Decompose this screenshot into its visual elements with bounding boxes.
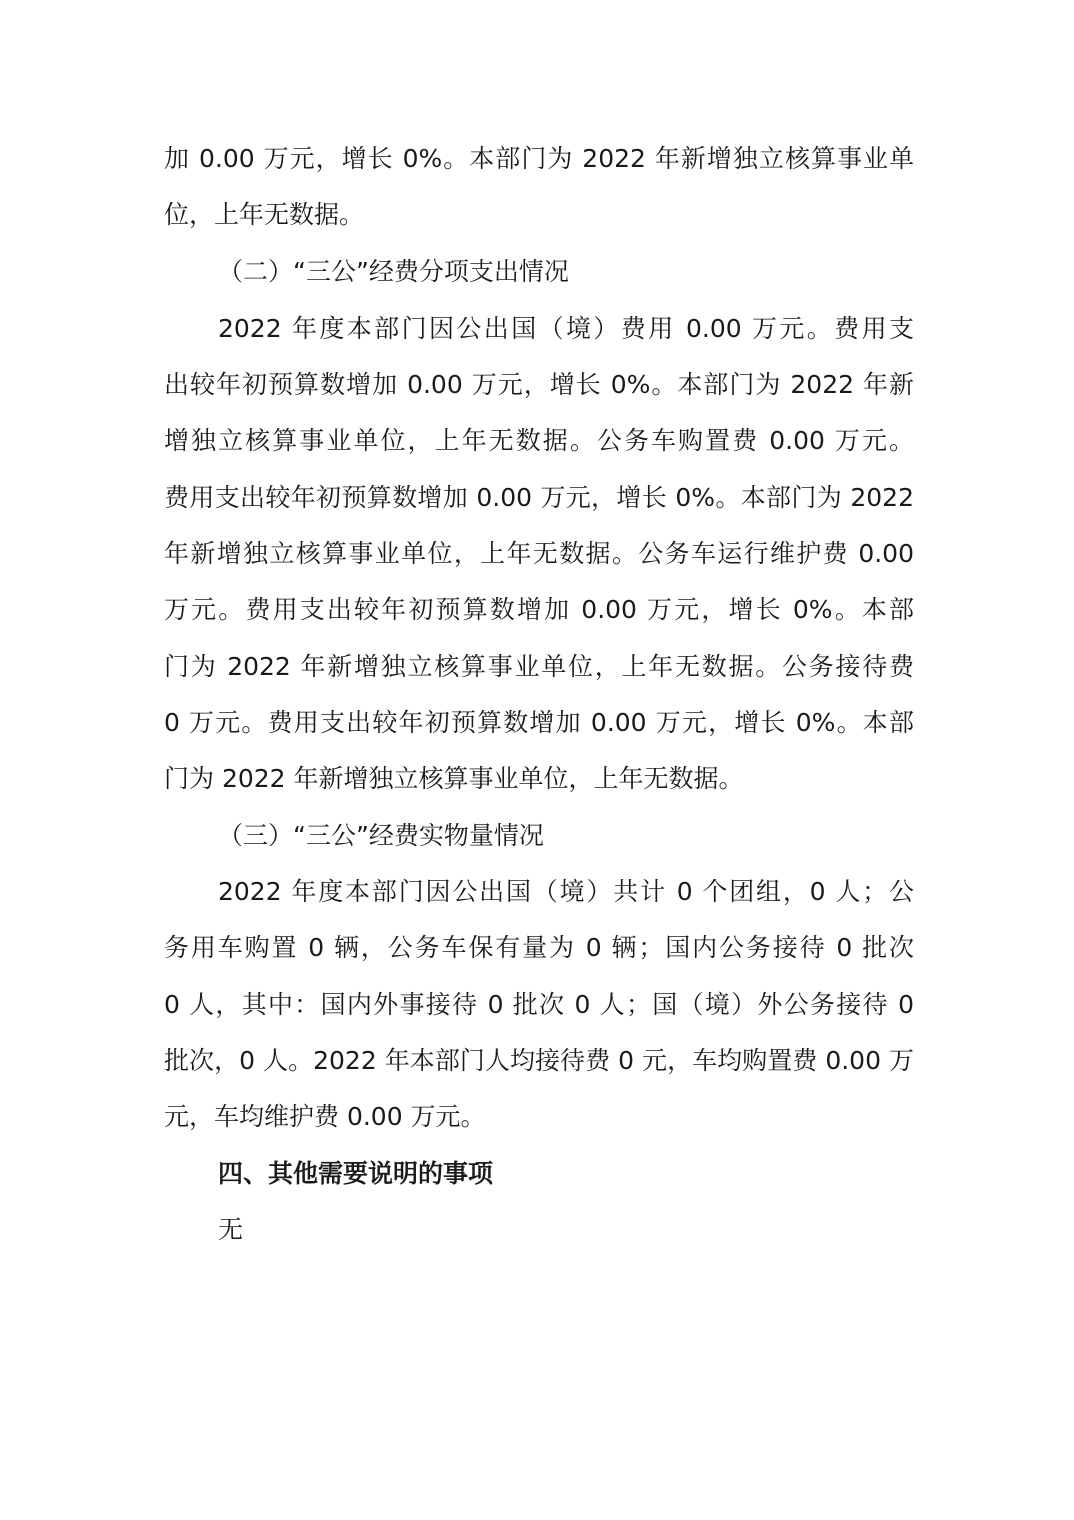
paragraph-line: 2022 年度本部门因公出国（境）共计 0 个团组，0 人；公 [218,877,914,906]
paragraph-line: 门为 2022 年新增独立核算事业单位，上年无数据。 [164,764,744,793]
paragraph-line: 万元。费用支出较年初预算数增加 0.00 万元，增长 0%。本部 [164,595,914,624]
section-subheading: （二）“三公”经费分项支出情况 [218,257,569,286]
paragraph-line: 位，上年无数据。 [164,200,365,229]
paragraph-line: 加 0.00 万元，增长 0%。本部门为 2022 年新增独立核算事业单 [164,144,914,173]
paragraph-line: 费用支出较年初预算数增加 0.00 万元，增长 0%。本部门为 2022 [164,483,914,512]
paragraph-line: 无 [218,1215,244,1244]
paragraph-line: 门为 2022 年新增独立核算事业单位，上年无数据。公务接待费 [164,652,914,681]
paragraph-line: 增独立核算事业单位，上年无数据。公务车购置费 0.00 万元。 [164,426,914,455]
paragraph-line: 0 万元。费用支出较年初预算数增加 0.00 万元，增长 0%。本部 [164,708,914,737]
paragraph-line: 0 人，其中：国内外事接待 0 批次 0 人；国（境）外公务接待 0 [164,990,914,1019]
paragraph-line: 年新增独立核算事业单位，上年无数据。公务车运行维护费 0.00 [164,539,914,568]
section-heading: 四、其他需要说明的事项 [218,1159,494,1188]
section-subheading: （三）“三公”经费实物量情况 [218,821,544,850]
paragraph-line: 务用车购置 0 辆，公务车保有量为 0 辆；国内公务接待 0 批次 [164,933,914,962]
paragraph-line: 出较年初预算数增加 0.00 万元，增长 0%。本部门为 2022 年新 [164,370,914,399]
paragraph-line: 元，车均维护费 0.00 万元。 [164,1102,486,1131]
paragraph-line: 2022 年度本部门因公出国（境）费用 0.00 万元。费用支 [218,314,914,343]
paragraph-line: 批次，0 人。2022 年本部门人均接待费 0 元，车均购置费 0.00 万 [164,1046,914,1075]
